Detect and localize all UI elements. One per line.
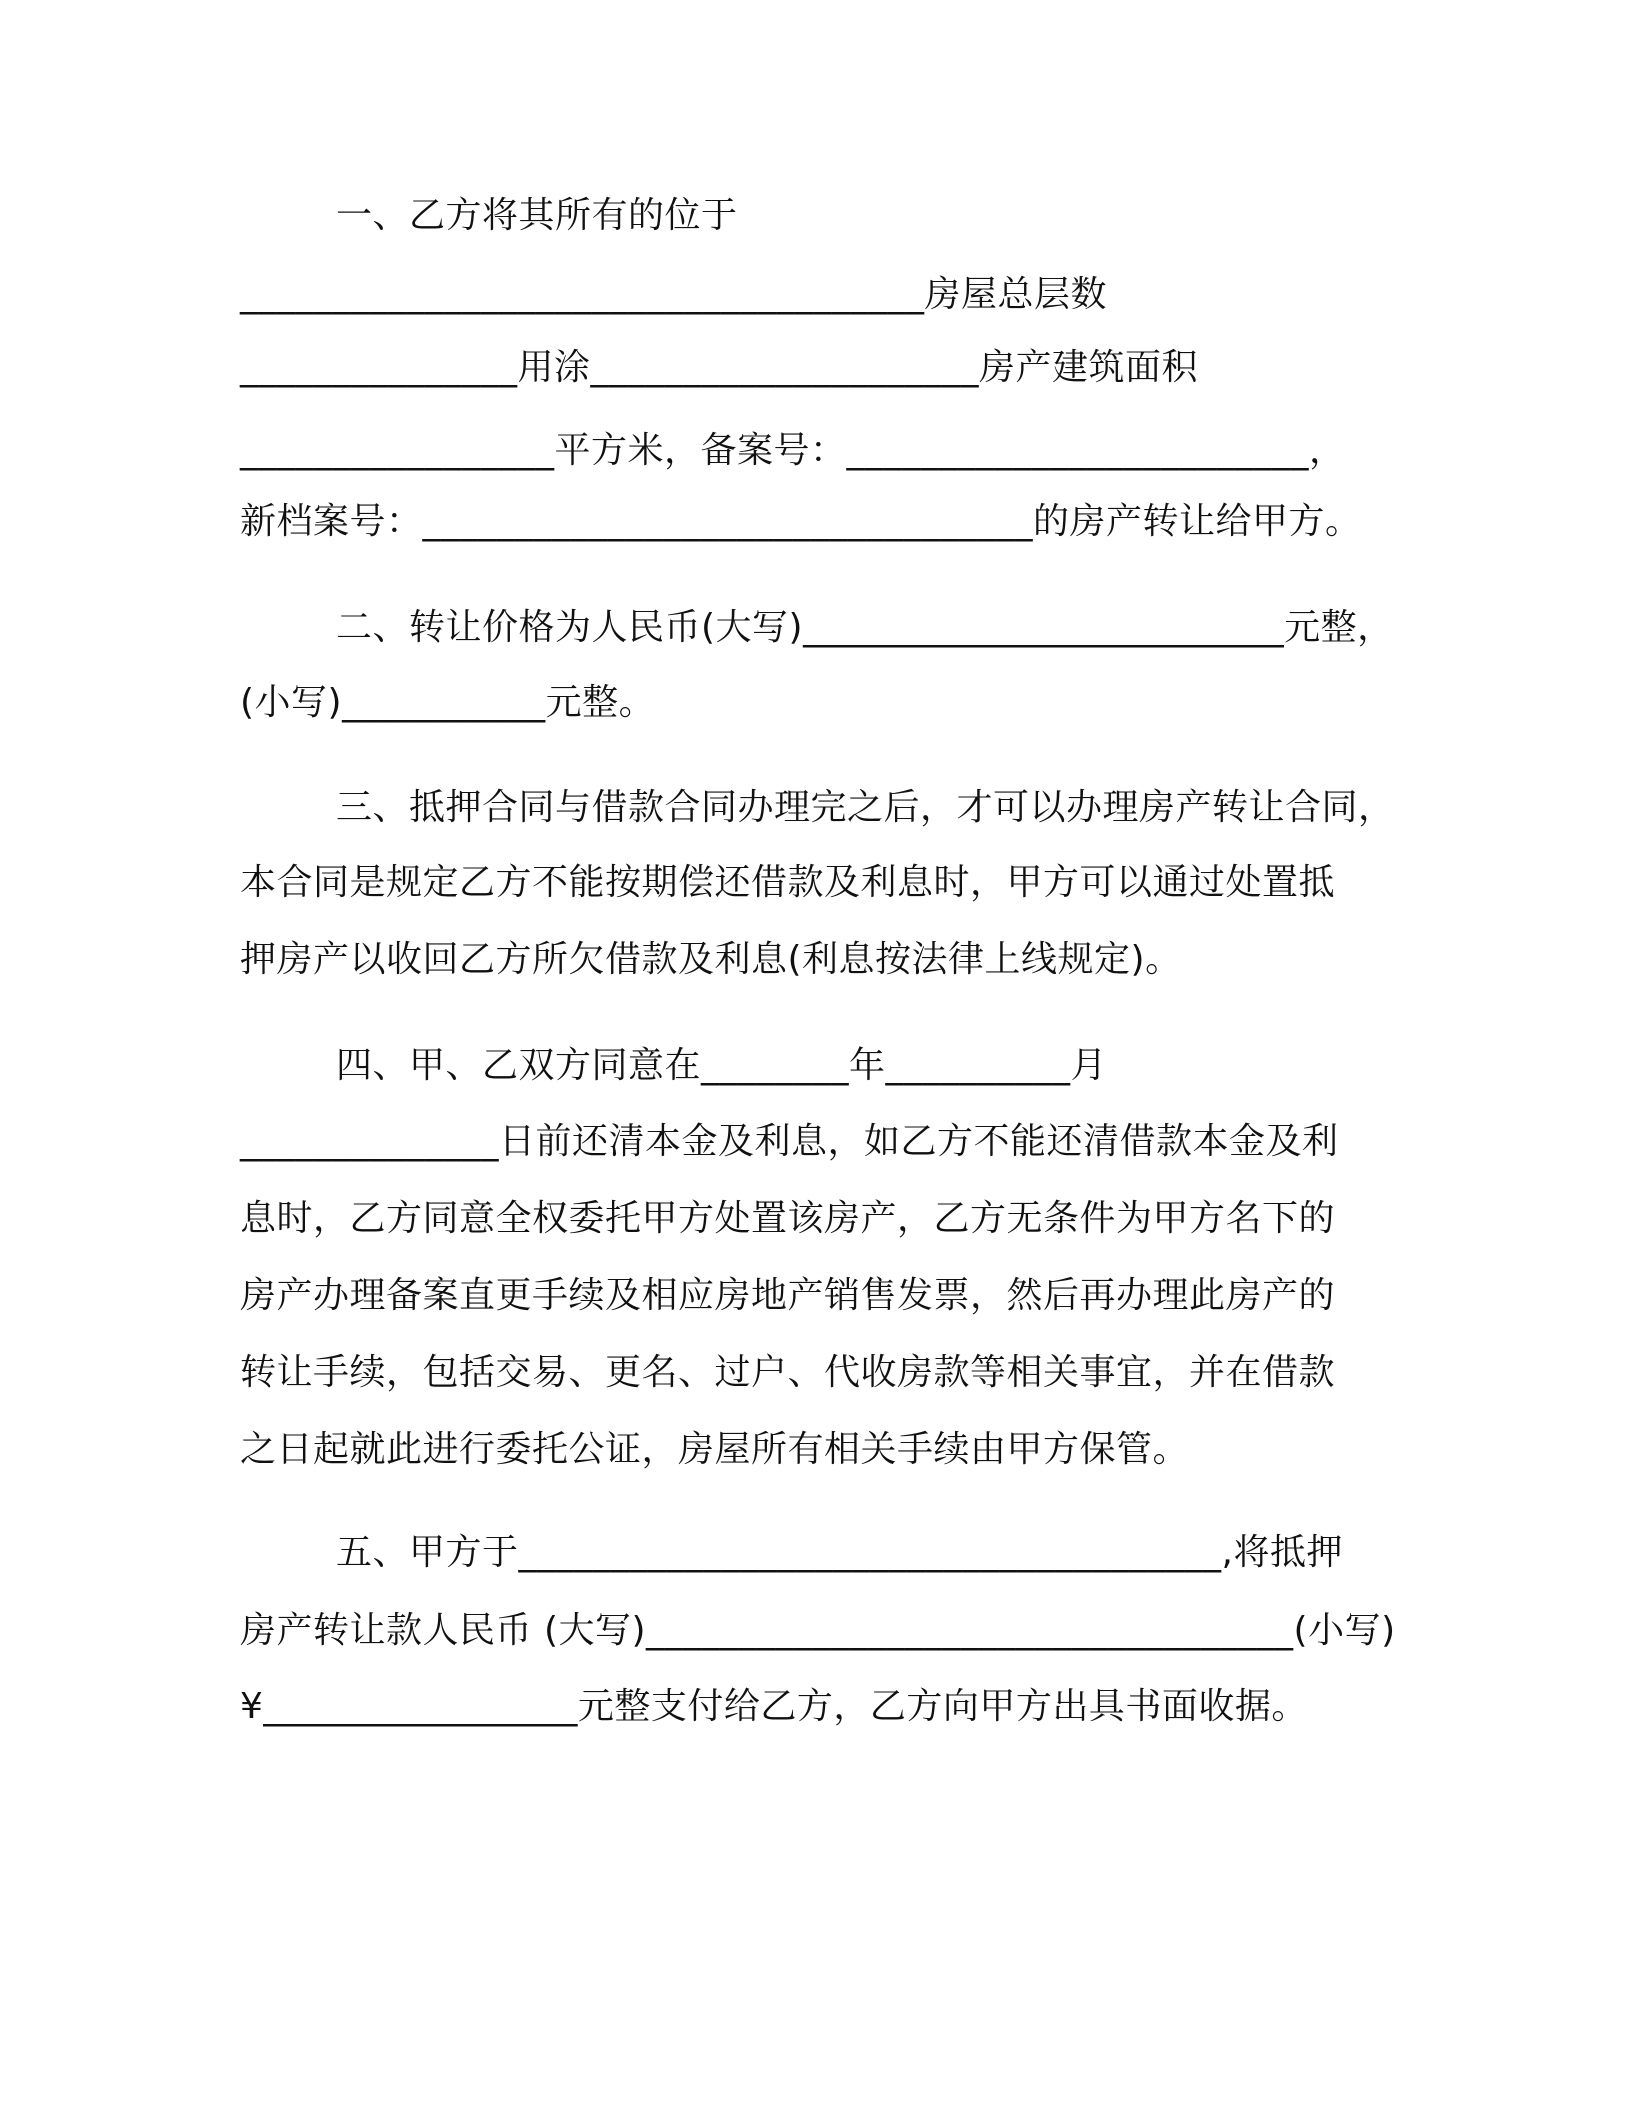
section-3-line-1: 三、抵押合同与借款合同办理完之后，才可以办理房产转让合同，	[336, 787, 1395, 828]
section-4-line-1: 四、甲、乙双方同意在________年__________月	[336, 1045, 1108, 1086]
section-1-line-4: _________________平方米，备案号：_________________________，	[240, 430, 1346, 471]
section-4-line-4: 房产办理备案直更手续及相应房地产销售发票，然后再办理此房产的	[240, 1275, 1336, 1316]
section-4-line-5: 转让手续，包括交易、更名、过户、代收房款等相关事宜，并在借款	[240, 1352, 1336, 1393]
section-3-line-2: 本合同是规定乙方不能按期偿还借款及利息时，甲方可以通过处置抵	[240, 862, 1336, 903]
section-1-line-1: 一、乙方将其所有的位于	[336, 195, 738, 236]
section-4-line-3: 息时，乙方同意全权委托甲方处置该房产，乙方无条件为甲方名下的	[240, 1198, 1336, 1239]
section-5-line-3: ¥_________________元整支付给乙方，乙方向甲方出具书面收据。	[240, 1686, 1308, 1727]
section-4-line-6: 之日起就此进行委托公证，房屋所有相关手续由甲方保管。	[240, 1429, 1190, 1470]
section-3-line-3: 押房产以收回乙方所欠借款及利息(利息按法律上线规定)。	[240, 939, 1182, 980]
section-1-line-5: 新档案号：_________________________________的房产转让给甲方。	[240, 501, 1362, 542]
section-2-line-1: 二、转让价格为人民币(大写)__________________________元整，	[336, 607, 1394, 648]
section-5-line-1: 五、甲方于______________________________________,将抵押	[336, 1532, 1343, 1573]
section-2-line-2: (小写)___________元整。	[240, 682, 656, 723]
section-5-line-2: 房产转让款人民币 (大写)___________________________________(小写)	[240, 1610, 1396, 1651]
section-1-line-3: _______________用涂_____________________房产建筑面积	[240, 347, 1199, 388]
section-4-line-2: ______________日前还清本金及利息，如乙方不能还清借款本金及利	[240, 1121, 1339, 1162]
section-1-line-2: _____________________________________房屋总层数	[240, 274, 1108, 315]
